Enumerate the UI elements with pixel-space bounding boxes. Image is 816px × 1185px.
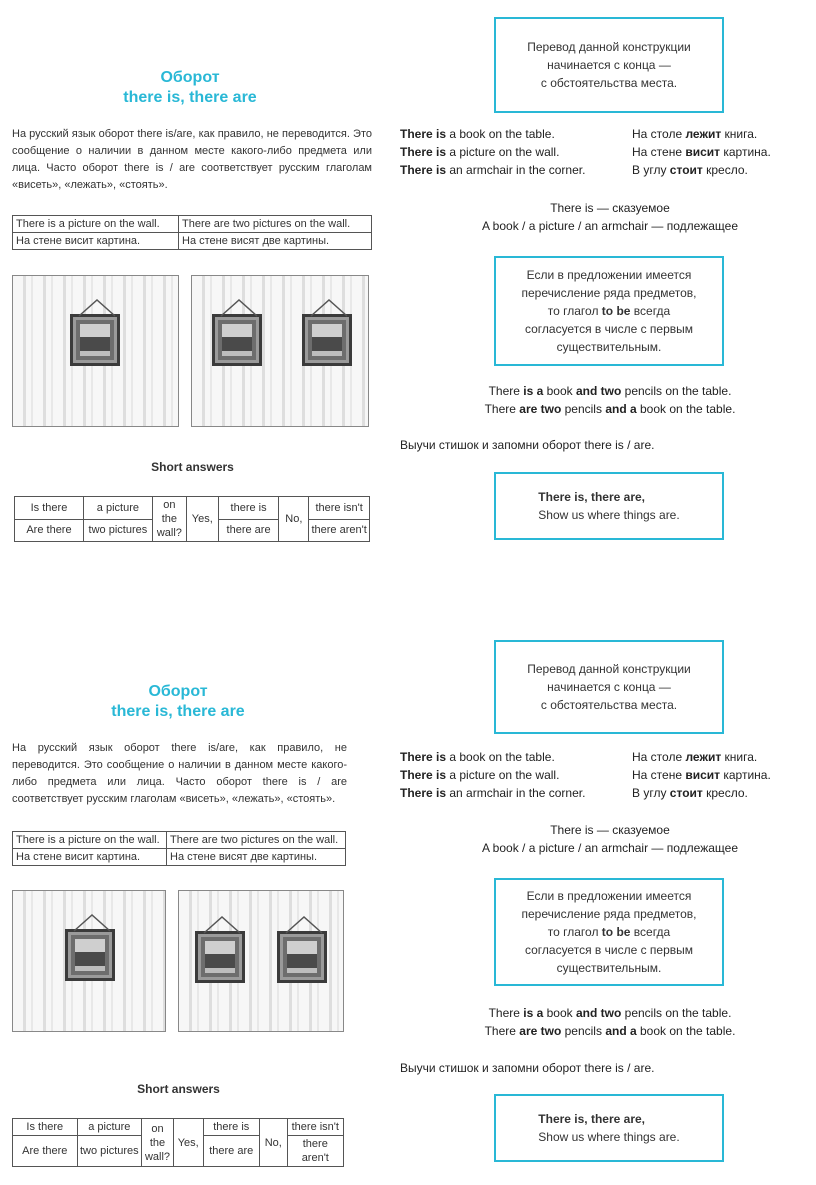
learn-instruction: Выучи стишок и запомни оборот there is / are. <box>400 438 655 452</box>
note-line: существительным. <box>556 961 662 975</box>
sentence-part: There <box>484 1024 520 1038</box>
hanging-wire-icon <box>284 915 324 935</box>
example-bold: There is <box>400 163 447 177</box>
note-line: начинается с конца — <box>547 58 671 72</box>
example-cell: There are two pictures on the wall. <box>179 216 372 233</box>
ru-part: На стене <box>632 145 686 159</box>
cell-is-there: Is there <box>13 1119 78 1136</box>
cell-there-are: there are <box>203 1136 259 1167</box>
example-bold: There is <box>400 786 447 800</box>
hanging-wire-icon <box>309 298 349 318</box>
note-part: то глагол <box>547 925 602 939</box>
cell-is-there: Is there <box>15 497 84 520</box>
note-line: с обстоятельства места. <box>540 698 678 712</box>
agreement-sentence-2 <box>430 400 790 418</box>
wall-two-pictures <box>191 275 369 427</box>
wall-two-pictures <box>178 890 344 1032</box>
cell-no: No, <box>279 497 309 542</box>
note-bold: to be <box>601 925 631 939</box>
ru-part: В углу <box>632 163 670 177</box>
subject-line: A book / a picture / an armchair — подлежащее <box>482 219 738 233</box>
translation-note-box <box>494 640 724 734</box>
cell-on-the-wall: on the wall? <box>152 497 186 542</box>
example-row <box>400 748 758 766</box>
note-line: Перевод данной конструкции <box>527 662 691 676</box>
note-line: Если в предложении имеется <box>526 889 692 903</box>
sentence-part: pencils on the table. <box>621 1006 732 1020</box>
note-line: Перевод данной конструкции <box>527 40 691 54</box>
example-row <box>400 161 748 179</box>
ru-part: На столе <box>632 127 686 141</box>
poem-box <box>494 1094 724 1162</box>
picture-frame <box>302 314 352 366</box>
hanging-wire-icon <box>72 913 112 933</box>
poem-line-2: Show us where things are. <box>538 1130 680 1144</box>
ru-verb: стоит <box>669 163 703 177</box>
sentence-bold: and a <box>605 402 637 416</box>
example-cell: На стене висит картина. <box>13 849 167 866</box>
sentence-part: book on the table. <box>636 402 736 416</box>
cell-are-there: Are there <box>15 519 84 542</box>
examples-list <box>400 748 771 802</box>
example-rest: an armchair in the corner. <box>446 786 586 800</box>
learn-instruction: Выучи стишок и запомни оборот there is / are. <box>400 1061 655 1075</box>
note-line: Если в предложении имеется <box>526 268 692 282</box>
ru-verb: висит <box>685 768 721 782</box>
cell-there-is: there is <box>203 1119 259 1136</box>
sentence-bold: and two <box>576 1006 622 1020</box>
example-bold: There is <box>400 145 447 159</box>
wall-one-picture <box>12 275 179 427</box>
sentence-bold: is a <box>523 384 544 398</box>
note-line: начинается с конца — <box>547 680 671 694</box>
cell-no: No, <box>259 1119 287 1167</box>
picture-frame <box>195 931 245 983</box>
examples-list <box>400 125 771 179</box>
sentence-bold: and two <box>576 384 622 398</box>
hanging-wire-icon <box>202 915 242 935</box>
sentence-bold: and a <box>605 1024 637 1038</box>
ru-part: На столе <box>632 750 686 764</box>
ru-part: картина. <box>720 768 771 782</box>
wall-one-picture <box>12 890 166 1032</box>
example-cell: There is a picture on the wall. <box>13 216 179 233</box>
agreement-sentence-1 <box>430 382 790 400</box>
ru-part: В углу <box>632 786 670 800</box>
ru-part: книга. <box>721 127 758 141</box>
note-line: перечисление ряда предметов, <box>521 907 697 921</box>
agreement-note-box <box>494 878 724 986</box>
example-rest: a book on the table. <box>446 127 555 141</box>
sentence-bold: are two <box>519 1024 562 1038</box>
ru-part: книга. <box>721 750 758 764</box>
title-line-2: there is, there are <box>123 89 257 106</box>
example-cell: There are two pictures on the wall. <box>167 832 346 849</box>
cell-a-picture: a picture <box>83 497 152 520</box>
example-row <box>400 766 771 784</box>
example-rest: a book on the table. <box>446 750 555 764</box>
ru-verb: висит <box>685 145 721 159</box>
example-bold: There is <box>400 768 447 782</box>
hanging-wire-icon <box>219 298 259 318</box>
agreement-note-box <box>494 256 724 366</box>
hanging-wire-icon <box>77 298 117 318</box>
agreement-sentence-2 <box>430 1022 790 1040</box>
example-rest: a picture on the wall. <box>446 768 560 782</box>
translation-note-box <box>494 17 724 113</box>
intro-paragraph: На русский язык оборот there is/are, как правило, не переводится. Это сообщение о наличии в данном месте какого-либо предмета или лица. Часто оборот there is / are соответствует русским глаголам «висеть», «лежать», «стоять». <box>12 128 372 191</box>
example-table <box>12 215 372 250</box>
example-bold: There is <box>400 750 447 764</box>
cell-on-the-wall: on the wall? <box>142 1119 174 1167</box>
sentence-bold: are two <box>519 402 562 416</box>
cell-two-pictures: two pictures <box>77 1136 142 1167</box>
ru-part: кресло. <box>702 786 748 800</box>
note-bold: to be <box>601 304 631 318</box>
title-line-2: there is, there are <box>111 703 245 720</box>
poem <box>538 488 679 524</box>
ru-part: картина. <box>720 145 771 159</box>
note-line: существительным. <box>556 340 662 354</box>
cell-there-arent: there aren't <box>287 1136 343 1167</box>
note-line: согласуется в числе с первым <box>524 943 694 957</box>
subject-line: A book / a picture / an armchair — подлежащее <box>482 841 738 855</box>
predicate-line: There is — сказуемое <box>550 823 670 837</box>
cell-a-picture: a picture <box>77 1119 142 1136</box>
title-line-1: Оборот <box>160 69 220 86</box>
example-row <box>400 143 771 161</box>
sentence-part: There <box>488 1006 524 1020</box>
example-rest: an armchair in the corner. <box>446 163 586 177</box>
note-part: всегда <box>630 304 671 318</box>
example-cell: На стене висят две картины. <box>167 849 346 866</box>
intro-paragraph: На русский язык оборот there is/are, как правило, не переводится. Это сообщение о наличии в данном месте какого-либо предмета или лица. Часто оборот there is / are соответствует русским глаголам «висеть», «лежать», «стоять». <box>12 742 347 805</box>
cell-yes: Yes, <box>173 1119 203 1167</box>
ru-verb: лежит <box>685 127 722 141</box>
short-answers-table <box>14 496 370 542</box>
short-answers-title: Short answers <box>137 1082 220 1096</box>
poem-line-2: Show us where things are. <box>538 508 680 522</box>
note-part: всегда <box>630 925 671 939</box>
ru-verb: лежит <box>685 750 722 764</box>
poem-line-1: There is, there are, <box>538 490 645 504</box>
sentence-part: book <box>543 384 576 398</box>
example-row <box>400 784 748 802</box>
example-cell: На стене висит картина. <box>13 233 179 250</box>
agreement-sentence-1 <box>430 1004 790 1022</box>
cell-are-there: Are there <box>13 1136 78 1167</box>
note-line: с обстоятельства места. <box>540 76 678 90</box>
cell-two-pictures: two pictures <box>83 519 152 542</box>
cell-there-is: there is <box>218 497 279 520</box>
cell-there-isnt: there isn't <box>287 1119 343 1136</box>
sentence-part: There <box>484 402 520 416</box>
example-row <box>400 125 758 143</box>
ru-part: На стене <box>632 768 686 782</box>
sentence-part: pencils on the table. <box>621 384 732 398</box>
sentence-part: pencils <box>561 402 606 416</box>
predicate-line: There is — сказуемое <box>550 201 670 215</box>
poem <box>538 1110 679 1146</box>
example-table <box>12 831 346 866</box>
short-answers-table <box>12 1118 344 1167</box>
ru-part: кресло. <box>702 163 748 177</box>
sentence-part: There <box>488 384 524 398</box>
poem-box <box>494 472 724 540</box>
sentence-part: book <box>543 1006 576 1020</box>
poem-line-1: There is, there are, <box>538 1112 645 1126</box>
note-line: перечисление ряда предметов, <box>521 286 697 300</box>
sentence-part: pencils <box>561 1024 606 1038</box>
title-line-1: Оборот <box>148 683 208 700</box>
page-title <box>100 68 280 108</box>
example-rest: a picture on the wall. <box>446 145 560 159</box>
cell-there-isnt: there isn't <box>309 497 370 520</box>
sentence-part: book on the table. <box>636 1024 736 1038</box>
example-bold: There is <box>400 127 447 141</box>
picture-frame <box>70 314 120 366</box>
cell-yes: Yes, <box>186 497 218 542</box>
note-line <box>548 302 670 320</box>
sentence-bold: is a <box>523 1006 544 1020</box>
short-answers-title: Short answers <box>151 460 234 474</box>
picture-frame <box>212 314 262 366</box>
example-cell: На стене висят две картины. <box>179 233 372 250</box>
cell-there-arent: there aren't <box>309 519 370 542</box>
example-cell: There is a picture on the wall. <box>13 832 167 849</box>
ru-verb: стоит <box>669 786 703 800</box>
note-part: то глагол <box>547 304 602 318</box>
cell-there-are: there are <box>218 519 279 542</box>
page-title <box>88 682 268 722</box>
note-line <box>548 923 670 941</box>
picture-frame <box>65 929 115 981</box>
picture-frame <box>277 931 327 983</box>
note-line: согласуется в числе с первым <box>524 322 694 336</box>
